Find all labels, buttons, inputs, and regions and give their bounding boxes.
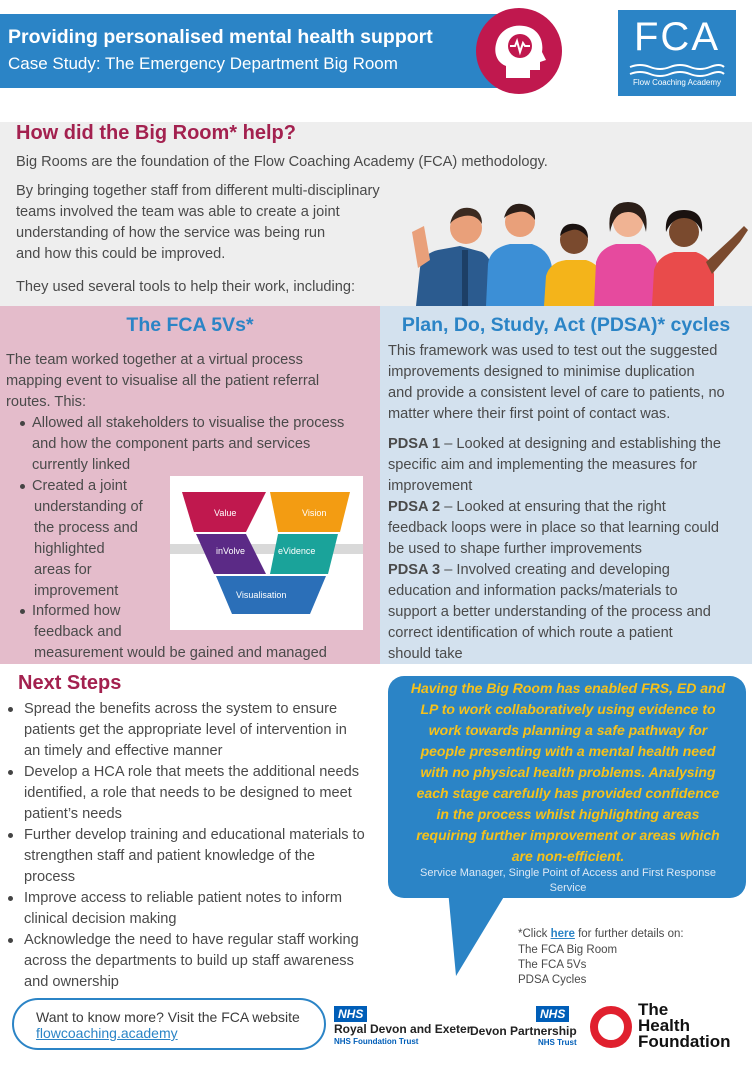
pdsa-label: PDSA 1 — [388, 436, 441, 452]
text-line: are non-efficient. — [511, 848, 625, 864]
bullet-dot — [20, 484, 25, 489]
pdsa-intro — [388, 341, 750, 425]
trust-subtitle: NHS Trust — [538, 1038, 577, 1047]
value-label: Value — [214, 508, 237, 518]
text-line: correct identification of which route a patient — [388, 625, 673, 641]
bullet-dot — [20, 421, 25, 426]
text-line: patient’s needs — [24, 806, 122, 822]
pdsa-item-2 — [388, 497, 750, 560]
text-line: and how this could be improved. — [16, 246, 226, 262]
text-line: patients get the appropriate level of intervention in — [24, 722, 347, 738]
text-line: The team worked together at a virtual process — [6, 352, 303, 368]
text-line: understanding of how the service was being run — [16, 225, 326, 241]
text-line: highlighted — [34, 541, 105, 557]
text-line: support a better understanding of the process and — [388, 604, 711, 620]
text-line: mapping event to visualise all the patient referral — [6, 373, 320, 389]
text-line: the process and — [34, 520, 138, 536]
text-line: work towards planning a safe pathway for — [428, 722, 708, 738]
vision-label: Vision — [302, 508, 327, 518]
fca-5vs-bullet — [32, 476, 143, 602]
fca-logo-abbr: FCA — [634, 15, 720, 59]
text-line: Having the Big Room has enabled FRS, ED and — [410, 680, 726, 696]
further-details-note — [518, 928, 684, 940]
text-line: should take — [388, 646, 463, 662]
text-line: with no physical health problems. Analysing — [420, 764, 716, 780]
tools-intro: They used several tools to help their work, including: — [16, 279, 356, 295]
big-room-paragraph — [16, 181, 380, 265]
text-line: understanding of — [34, 499, 143, 515]
text-line: This framework was used to test out the suggested — [388, 343, 718, 359]
text-line: LP to work collaboratively using evidence to — [420, 701, 716, 717]
text-line: each stage carefully has provided confidence — [416, 785, 720, 801]
text-line: Acknowledge the need to have regular staff working — [24, 932, 359, 948]
text-line: requiring further improvement or areas which — [416, 827, 720, 843]
text-line: matter where their first point of contact was. — [388, 406, 671, 422]
trust-name: Royal Devon and Exeter — [334, 1022, 472, 1036]
text-line: Health — [638, 1016, 690, 1035]
text-line: and how the component parts and services — [32, 436, 311, 452]
fca-5vs-heading: The FCA 5Vs* — [126, 314, 254, 336]
fca-5vs-diagram — [170, 476, 363, 630]
quote-attribution — [398, 866, 738, 896]
text-line: feedback and — [34, 624, 122, 640]
speech-tail-icon — [448, 890, 518, 980]
text-line: feedback loops were in place so that learning could — [388, 520, 720, 536]
fca-5vs-intro — [6, 350, 319, 413]
next-steps-heading: Next Steps — [18, 672, 122, 694]
visualisation-label: Visualisation — [236, 590, 287, 600]
page-title: Providing personalised mental health support — [8, 26, 433, 48]
text-line: By bringing together staff from different multi-disciplinary — [16, 183, 380, 199]
pdsa-item-3 — [388, 560, 750, 665]
text-line: an timely and effective manner — [24, 743, 223, 759]
pdsa-heading: Plan, Do, Study, Act (PDSA)* cycles — [401, 314, 731, 336]
next-step-item — [24, 762, 359, 825]
bullet-dot — [8, 938, 13, 943]
text-line: The — [638, 1000, 669, 1019]
note-item: The FCA 5Vs — [518, 959, 587, 971]
fca-logo-name: Flow Coaching Academy — [632, 78, 722, 87]
text-line: improvements designed to minimise duplication — [388, 364, 695, 380]
text-line: clinical decision making — [24, 911, 177, 927]
pdsa-item-1 — [388, 434, 750, 497]
text-line: Foundation — [638, 1032, 731, 1051]
text-line: Allowed all stakeholders to visualise the process — [32, 415, 345, 431]
text-line: Informed how — [32, 603, 121, 619]
big-room-heading: How did the Big Room* help? — [16, 122, 296, 144]
note-prefix: *Click — [518, 928, 551, 940]
text-line: Develop a HCA role that meets the additional needs — [24, 764, 360, 780]
text-line: Created a joint — [32, 478, 127, 494]
evidence-label: eVidence — [278, 546, 316, 556]
pdsa-label: PDSA 2 — [388, 499, 441, 515]
text-line: – Looked at designing and establishing the — [444, 436, 721, 452]
page-subtitle: Case Study: The Emergency Department Big Room — [8, 54, 398, 73]
next-step-item — [24, 888, 342, 930]
next-step-item — [24, 699, 347, 762]
trust-name: Devon Partnership — [470, 1024, 577, 1038]
text-line: in the process whilst highlighting areas — [436, 806, 700, 822]
bullet-dot — [20, 609, 25, 614]
here-link[interactable]: here — [550, 928, 575, 940]
testimonial-quote — [398, 678, 738, 867]
text-line: be used to shape further improvements — [388, 541, 642, 557]
text-line: Service Manager, Single Point of Access and First Response — [420, 867, 716, 879]
wave-icon — [628, 62, 726, 80]
text-line: education and information packs/materials to — [388, 583, 678, 599]
text-line: strengthen staff and patient knowledge of the — [24, 848, 316, 864]
text-line: measurement would be gained and managed — [34, 645, 327, 661]
text-line: improvement — [34, 583, 119, 599]
note-item: PDSA Cycles — [518, 974, 587, 986]
trust-subtitle: NHS Foundation Trust — [334, 1037, 419, 1046]
text-line: identified, a role that needs to be designed to meet — [24, 785, 352, 801]
text-line: specific aim and implementing the measures for — [388, 457, 698, 473]
text-line: areas for — [34, 562, 92, 578]
website-callout-text: Want to know more? Visit the FCA website — [36, 1009, 300, 1025]
mental-health-head-icon — [476, 8, 562, 94]
fca-5vs-bullet — [32, 413, 344, 476]
big-room-intro: Big Rooms are the foundation of the Flow Coaching Academy (FCA) methodology. — [16, 154, 548, 170]
text-line: and provide a consistent level of care to patients, no — [388, 385, 725, 401]
pdsa-label: PDSA 3 — [388, 562, 441, 578]
team-people-illustration — [410, 198, 752, 306]
bullet-dot — [8, 707, 13, 712]
text-line: – Looked at ensuring that the right — [444, 499, 666, 515]
text-line: process — [24, 869, 76, 885]
text-line: improvement — [388, 478, 473, 494]
text-line: Improve access to reliable patient notes to inform — [24, 890, 342, 906]
health-foundation-logo-text — [638, 1002, 731, 1050]
next-step-item — [24, 930, 359, 993]
bullet-dot — [8, 833, 13, 838]
text-line: and ownership — [24, 974, 119, 990]
nhs-logo: NHS — [536, 1006, 569, 1022]
nhs-logo: NHS — [334, 1006, 367, 1022]
text-line: Further develop training and educational materials to — [24, 827, 365, 843]
text-line: teams involved the team was able to create a joint — [16, 204, 340, 220]
text-line: currently linked — [32, 457, 131, 473]
text-line: routes. This: — [6, 394, 87, 410]
health-foundation-logo-icon — [590, 1006, 632, 1048]
next-step-item — [24, 825, 365, 888]
text-line: – Involved creating and developing — [444, 562, 670, 578]
text-line: Service — [549, 882, 587, 894]
note-suffix: for further details on: — [574, 928, 684, 940]
fca-logo — [618, 10, 736, 96]
text-line: Spread the benefits across the system to ensure — [24, 701, 338, 717]
note-item: The FCA Big Room — [518, 944, 618, 956]
fca-website-link[interactable]: flowcoaching.academy — [36, 1025, 178, 1041]
text-line: across the departments to build up staff awareness — [24, 953, 354, 969]
involve-label: inVolve — [216, 546, 246, 556]
bullet-dot — [8, 770, 13, 775]
text-line: people presenting with a mental health need — [420, 743, 716, 759]
bullet-dot — [8, 896, 13, 901]
